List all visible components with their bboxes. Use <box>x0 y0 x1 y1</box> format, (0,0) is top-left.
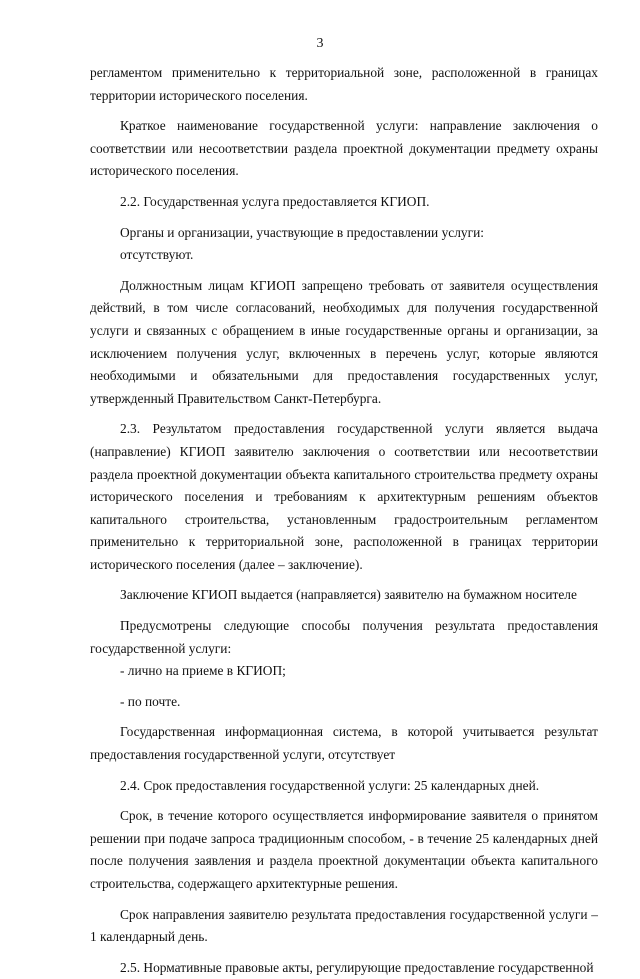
list-item: - по почте. <box>120 693 181 709</box>
paragraph: Государственная информационная система, в которой учитывается результат предоставления государственной услуги, отсутствует <box>90 724 598 763</box>
paragraph: Предусмотрены следующие способы получения результата предоставления государственной услуги: <box>90 618 598 656</box>
paragraph: Заключение КГИОП выдается (направляется) заявителю на бумажном носителе <box>120 587 577 603</box>
paragraph: 2.2. Государственная услуга предоставляется КГИОП. <box>120 193 430 209</box>
list-item: - лично на приеме в КГИОП; <box>120 663 286 679</box>
paragraph: 2.4. Срок предоставления государственной услуги: 25 календарных дней. <box>120 777 540 793</box>
document-body <box>90 62 598 979</box>
page-number: 3 <box>316 36 324 51</box>
paragraph: Органы и организации, участвующие в предоставлении услуги: <box>120 224 484 240</box>
paragraph: Срок, в течение которого осуществляется информирование заявителя о принятом решении при подаче запроса традиционным способом, - в течение 25 календарных дней после получения заявления и раздела проектной документации объекта капитального строительства, содержащего архитектурные решения. <box>90 808 598 891</box>
paragraph: отсутствуют. <box>120 247 194 263</box>
paragraph: Краткое наименование государственной услуги: направление заключения о соответствии или несоответствии раздела проектной документации предмету охраны исторического поселения. <box>90 118 598 179</box>
paragraph: 2.3. Результатом предоставления государственной услуги является выдача (направление) КГИОП заявителю заключения о соответствии или несоответствии раздела проектной документации объекта капитального строительства предмету охраны исторического поселения и требованиям к архитектурным решениям объектов капитального строительства, установленным градостроительным регламентом применительно к территориальной зоне, расположенной в границах территории исторического поселения (далее – заключение). <box>90 421 598 572</box>
paragraph: регламентом применительно к территориальной зоне, расположенной в границах территории исторического поселения. <box>90 65 598 103</box>
paragraph: Срок направления заявителю результата предоставления государственной услуги – 1 календарный день. <box>90 906 598 945</box>
paragraph: Должностным лицам КГИОП запрещено требовать от заявителя осуществления действий, в том числе согласований, необходимых для получения государственной услуги и связанных с обращением в иные государственные органы и организации, за исключением получения услуг, включенных в перечень услуг, которые являются необходимыми и обязательными для предоставления государственных услуг, утвержденный Правительством Санкт-Петербурга. <box>90 277 598 406</box>
paragraph: 2.5. Нормативные правовые акты, регулирующие предоставление государственной <box>120 959 594 975</box>
